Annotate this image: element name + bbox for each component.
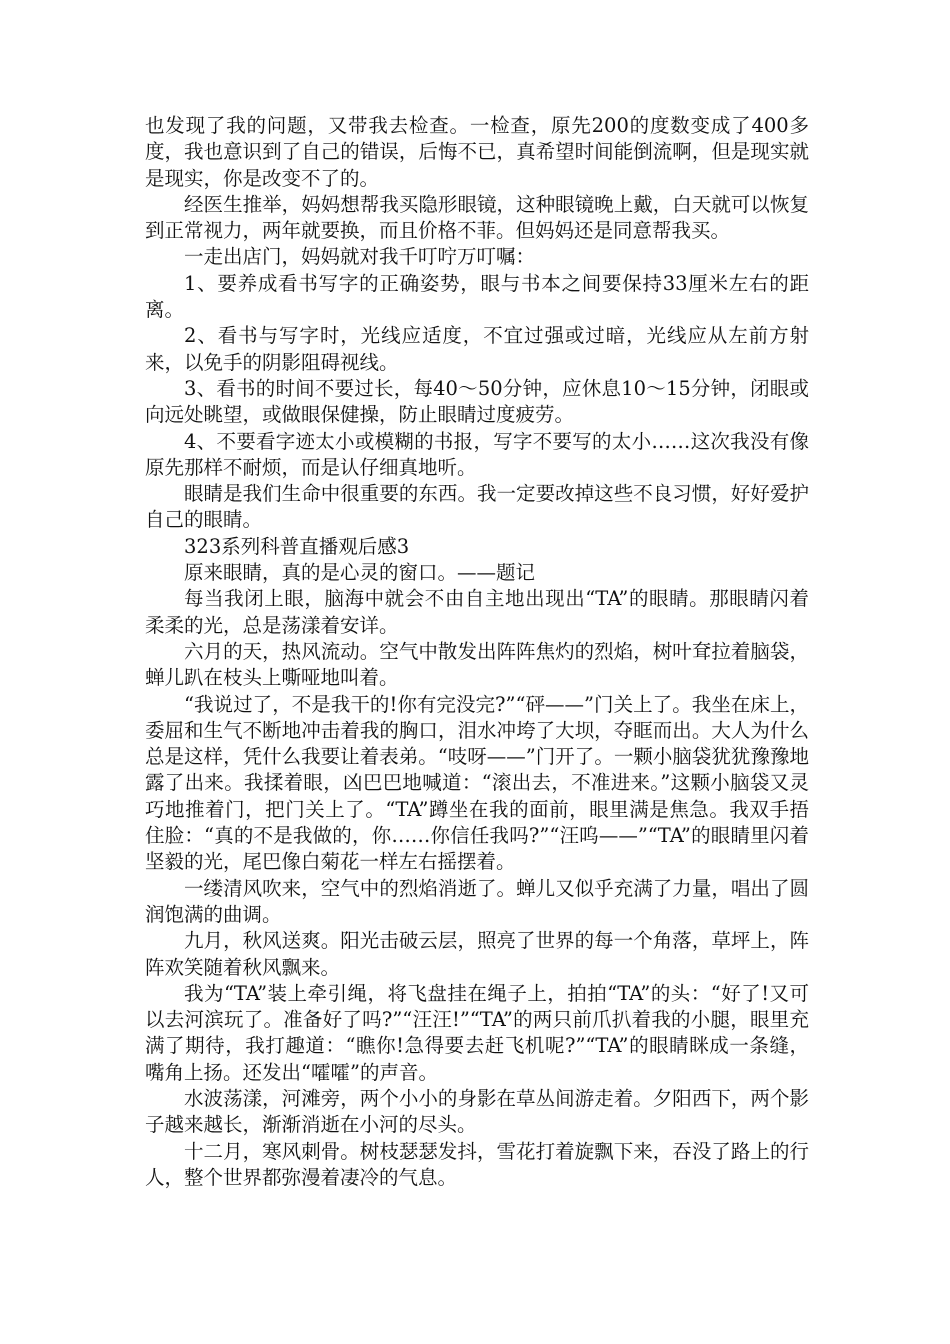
paragraph: 也发现了我的问题，又带我去检查。一检查，原先200的度数变成了400多度，我也意识到了自己的错误，后悔不已，真希望时间能倒流啊，但是现实就是现实，你是改变不了的。 — [145, 114, 809, 190]
paragraph: 4、不要看字迹太小或模糊的书报，写字不要写的太小……这次我没有像原先那样不耐烦，而是认仔细真地听。 — [145, 429, 809, 479]
paragraph: 3、看书的时间不要过长，每40～50分钟，应休息10～15分钟，闭眼或向远处眺望，或做眼保健操，防止眼睛过度疲劳。 — [145, 376, 809, 427]
paragraph: 眼睛是我们生命中很重要的东西。我一定要改掉这些不良习惯，好好爱护自己的眼睛。 — [145, 482, 809, 532]
paragraph: 水波荡漾，河滩旁，两个小小的身影在草丛间游走着。夕阳西下，两个影子越来越长，渐渐消逝在小河的尽头。 — [145, 1086, 809, 1137]
paragraph: 323系列科普直播观后感3 — [184, 534, 410, 558]
paragraph: 原来眼睛，真的是心灵的窗口。——题记 — [184, 561, 536, 585]
paragraph: 经医生推举，妈妈想帮我买隐形眼镜，这种眼镜晚上戴，白天就可以恢复到正常视力，两年就要换，而且价格不菲。但妈妈还是同意帮我买。 — [145, 192, 809, 243]
paragraph: 六月的天，热风流动。空气中散发出阵阵焦灼的烈焰，树叶耷拉着脑袋，蝉儿趴在枝头上嘶哑地叫着。 — [145, 639, 809, 690]
paragraph: 一走出店门，妈妈就对我千叮咛万叮嘱： — [184, 245, 536, 269]
paragraph: 九月，秋风送爽。阳光击破云层，照亮了世界的每一个角落，草坪上，阵阵欢笑随着秋风飘来。 — [145, 929, 809, 979]
paragraph: “我说过了，不是我干的!你有完没完?”“砰——”门关上了。我坐在床上，委屈和生气不断地冲击着我的胸口，泪水冲垮了大坝，夺眶而出。大人为什么总是这样，凭什么我要让着表弟。“吱呀——”门开了。一颗小脑袋犹犹豫豫地露了出来。我揉着眼，凶巴巴地喊道：“滚出去，不准进来。”这颗小脑袋又灵巧地推着门，把门关上了。“TA”蹲坐在我的面前，眼里满是焦急。我双手捂住脸：“真的不是我做的，你……你信任我吗?”“汪呜——”“TA”的眼睛里闪着坚毅的光，尾巴像白菊花一样左右摇摆着。 — [145, 692, 809, 874]
paragraph: 十二月，寒风刺骨。树枝瑟瑟发抖，雪花打着旋飘下来，吞没了路上的行人，整个世界都弥漫着凄冷的气息。 — [145, 1139, 809, 1189]
document-body — [145, 113, 809, 1191]
paragraph: 1、要养成看书写字的正确姿势，眼与书本之间要保持33厘米左右的距离。 — [145, 271, 809, 322]
paragraph: 2、看书与写字时，光线应适度，不宜过强或过暗，光线应从左前方射来，以免手的阴影阻碍视线。 — [145, 324, 809, 374]
paragraph: 一缕清风吹来，空气中的烈焰消逝了。蝉儿又似乎充满了力量，唱出了圆润饱满的曲调。 — [145, 876, 809, 926]
paragraph: 我为“TA”装上牵引绳，将飞盘挂在绳子上，拍拍“TA”的头：“好了!又可以去河滨玩了。准备好了吗?”“汪汪!”“TA”的两只前爪扒着我的小腿，眼里充满了期待，我打趣道：“瞧你!急得要去赶飞机呢?”“TA”的眼睛眯成一条缝，嘴角上扬。还发出“嚯嚯”的声音。 — [145, 981, 809, 1084]
paragraph: 每当我闭上眼，脑海中就会不由自主地出现出“TA”的眼睛。那眼睛闪着柔柔的光，总是荡漾着安详。 — [145, 587, 809, 637]
